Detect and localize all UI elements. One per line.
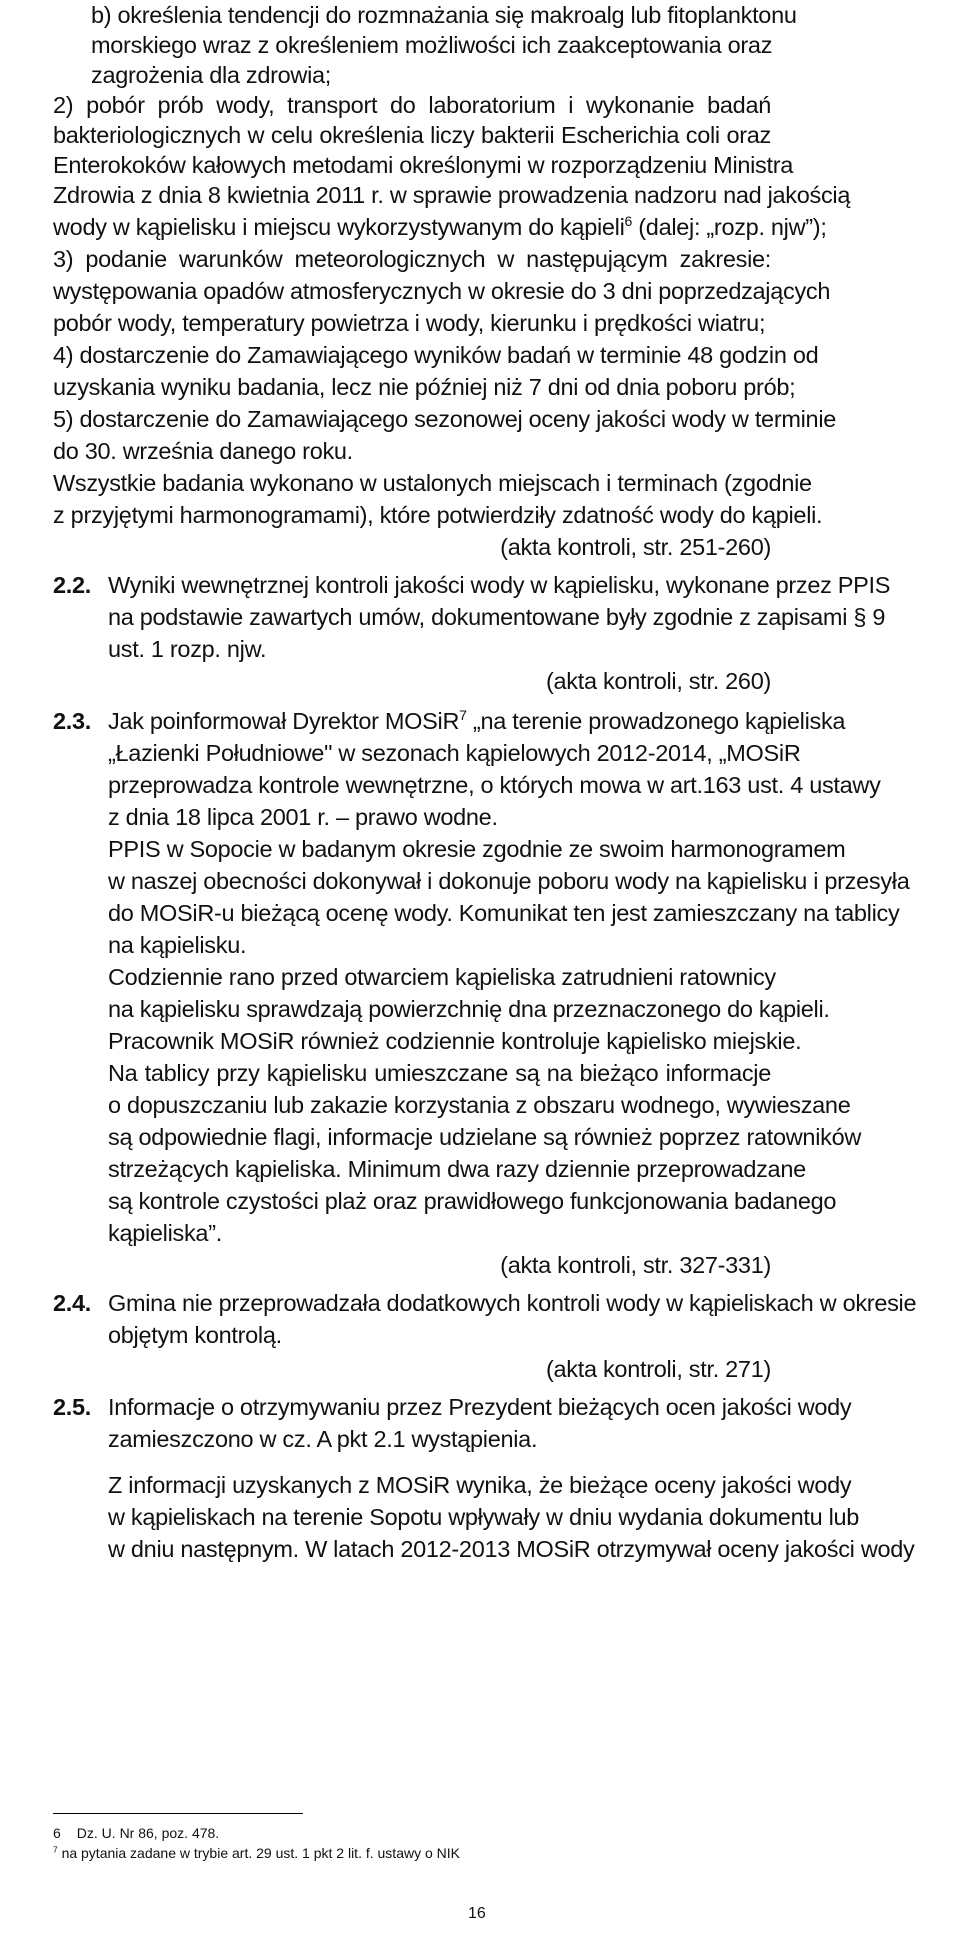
text-line: PPIS w Sopocie w badanym okresie zgodnie ze swoim harmonogramem	[108, 836, 846, 862]
text-line: Z informacji uzyskanych z MOSiR wynika, że bieżące oceny jakości wody	[108, 1472, 852, 1498]
footnote-ref: 7	[459, 707, 467, 724]
text-line: strzeżących kąpieliska. Minimum dwa razy dziennie przeprowadzane	[108, 1156, 806, 1182]
text-line: pobór wody, temperatury powietrza i wody, kierunku i prędkości wiatru;	[53, 310, 766, 336]
text-line: w kąpieliskach na terenie Sopotu wpływały w dniu wydania dokumentu lub	[108, 1504, 860, 1530]
text-line: Codziennie rano przed otwarciem kąpieliska zatrudnieni ratownicy	[108, 964, 776, 990]
text-fragment: wody w kąpielisku i miejscu wykorzystywanym do kąpieli	[53, 214, 625, 240]
text-line: na kąpielisku sprawdzają powierzchnię dna przeznaczonego do kąpieli.	[108, 996, 830, 1022]
text-line: są odpowiednie flagi, informacje udzielane są również poprzez ratowników	[108, 1124, 862, 1150]
footnote-separator	[53, 1813, 303, 1814]
text-line: „Łazienki Południowe" w sezonach kąpielowych 2012-2014, „MOSiR	[108, 740, 801, 766]
text-line: z dnia 18 lipca 2001 r. – prawo wodne.	[108, 804, 498, 830]
text-line: 3) podanie warunków meteorologicznych w następującym zakresie:	[53, 246, 771, 272]
text-line: 2) pobór prób wody, transport do laboratorium i wykonanie badań	[53, 92, 771, 118]
section-number: 2.2.	[53, 572, 91, 598]
text-line: występowania opadów atmosferycznych w okresie do 3 dni poprzedzających	[53, 278, 831, 304]
text-line: Na tablicy przy kąpielisku umieszczane są na bieżąco informacje	[108, 1060, 771, 1086]
source-reference: (akta kontroli, str. 251-260)	[500, 534, 771, 560]
footnote-ref: 6	[624, 213, 633, 230]
footnote-number: 6	[53, 1825, 61, 1841]
text-line: zamieszczono w cz. A pkt 2.1 wystąpienia.	[108, 1426, 538, 1452]
text-line: przeprowadza kontrole wewnętrzne, o których mowa w art.163 ust. 4 ustawy	[108, 772, 881, 798]
section-number: 2.4.	[53, 1290, 91, 1316]
text-fragment: (dalej: „rozp. njw”);	[632, 214, 827, 240]
text-line: na kąpielisku.	[108, 932, 247, 958]
text-line: Wyniki wewnętrznej kontroli jakości wody w kąpielisku, wykonane przez PPIS	[108, 572, 891, 598]
text-line: 5) dostarczenie do Zamawiającego sezonowej oceny jakości wody w terminie	[53, 406, 837, 432]
source-reference: (akta kontroli, str. 271)	[546, 1356, 771, 1382]
text-line: Enterokoków kałowych metodami określonymi w rozporządzeniu Ministra	[53, 152, 794, 178]
text-line: z przyjętymi harmonogramami), które potwierdziły zdatność wody do kąpieli.	[53, 502, 823, 528]
text-line: do MOSiR-u bieżącą ocenę wody. Komunikat ten jest zamieszczany na tablicy	[108, 900, 900, 926]
footnote-7	[53, 1844, 460, 1862]
text-line: b) określenia tendencji do rozmnażania się makroalg lub fitoplanktonu	[91, 2, 797, 28]
text-line: bakteriologicznych w celu określenia liczy bakterii Escherichia coli oraz	[53, 122, 771, 148]
text-line: 4) dostarczenie do Zamawiającego wyników badań w terminie 48 godzin od	[53, 342, 819, 368]
text-line: na podstawie zawartych umów, dokumentowane były zgodnie z zapisami § 9	[108, 604, 886, 630]
footnote-text: na pytania zadane w trybie art. 29 ust. 1 pkt 2 lit. f. ustawy o NIK	[61, 1845, 460, 1861]
text-line: uzyskania wyniku badania, lecz nie później niż 7 dni od dnia poboru prób;	[53, 374, 796, 400]
text-fragment: Jak poinformował Dyrektor MOSiR	[108, 708, 460, 734]
text-line: Pracownik MOSiR również codziennie kontroluje kąpielisko miejskie.	[108, 1028, 802, 1054]
source-reference: (akta kontroli, str. 327-331)	[500, 1252, 771, 1278]
footnote-text: Dz. U. Nr 86, poz. 478.	[76, 1825, 220, 1841]
section-number: 2.5.	[53, 1394, 91, 1420]
text-line: morskiego wraz z określeniem możliwości ich zaakceptowania oraz	[91, 32, 773, 58]
text-line: o dopuszczaniu lub zakazie korzystania z obszaru wodnego, wywieszane	[108, 1092, 851, 1118]
text-line: w dniu następnym. W latach 2012-2013 MOSiR otrzymywał oceny jakości wody	[108, 1536, 915, 1562]
text-line: ust. 1 rozp. njw.	[108, 636, 267, 662]
text-line	[53, 212, 827, 242]
text-line: kąpieliska”.	[108, 1220, 222, 1246]
page-number: 16	[468, 1905, 486, 1922]
text-line: Informacje o otrzymywaniu przez Prezydent bieżących ocen jakości wody	[108, 1394, 852, 1420]
source-reference: (akta kontroli, str. 260)	[546, 668, 771, 694]
section-number: 2.3.	[53, 708, 91, 734]
text-line: Wszystkie badania wykonano w ustalonych miejscach i terminach (zgodnie	[53, 470, 812, 496]
text-line: są kontrole czystości plaż oraz prawidłowego funkcjonowania badanego	[108, 1188, 837, 1214]
footnote-number: 7	[53, 1844, 58, 1855]
text-line: Zdrowia z dnia 8 kwietnia 2011 r. w sprawie prowadzenia nadzoru nad jakością	[53, 182, 851, 208]
text-line: zagrożenia dla zdrowia;	[91, 62, 331, 88]
text-fragment: „na terenie prowadzonego kąpieliska	[466, 708, 846, 734]
text-line: do 30. września danego roku.	[53, 438, 353, 464]
text-line: objętym kontrolą.	[108, 1322, 282, 1348]
text-line: w naszej obecności dokonywał i dokonuje poboru wody na kąpielisku i przesyła	[108, 868, 910, 894]
text-line: Gmina nie przeprowadzała dodatkowych kontroli wody w kąpieliskach w okresie	[108, 1290, 917, 1316]
footnote-6	[53, 1824, 219, 1842]
text-line	[108, 706, 846, 736]
